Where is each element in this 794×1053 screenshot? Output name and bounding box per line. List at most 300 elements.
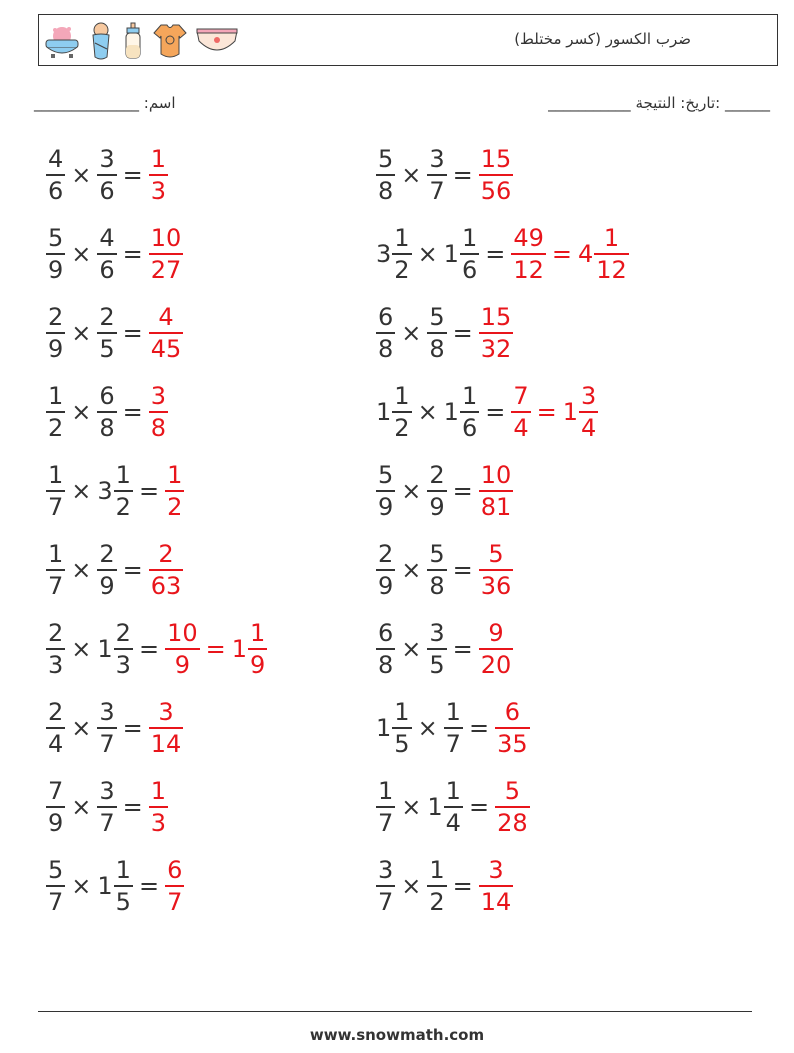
problem-row [46, 851, 184, 921]
times-sign: × [401, 319, 422, 347]
answer [165, 621, 267, 677]
operand-a [376, 226, 412, 282]
numerator: 5 [378, 145, 394, 173]
problem-row [46, 298, 183, 368]
whole-number: 1 [427, 793, 443, 821]
fraction-bar [46, 885, 65, 887]
denominator: 36 [480, 572, 512, 600]
numerator: 3 [99, 777, 115, 805]
denominator: 6 [99, 256, 115, 284]
fraction-bar [165, 648, 200, 650]
equals-sign: = [468, 714, 490, 742]
operand-a [376, 384, 412, 440]
fraction-bar [376, 490, 395, 492]
fraction-bar [427, 174, 446, 176]
answer [149, 226, 184, 282]
operand-a [46, 305, 65, 361]
worksheet-header [38, 14, 778, 66]
numerator: 2 [115, 619, 131, 647]
header-icons [43, 20, 239, 62]
times-sign: × [71, 793, 92, 821]
operand-a [46, 621, 65, 677]
fraction-bar [165, 490, 184, 492]
operand-b [97, 621, 133, 677]
denominator: 7 [48, 888, 64, 916]
fraction-bar [46, 569, 65, 571]
operand-a [376, 858, 395, 914]
denominator: 2 [394, 256, 410, 284]
equals-sign: = [138, 477, 160, 505]
operand-a [46, 542, 65, 598]
answer [479, 858, 514, 914]
fraction [114, 621, 133, 677]
fraction-bar [97, 253, 116, 255]
denominator: 81 [480, 493, 512, 521]
denominator: 12 [596, 256, 627, 284]
numerator: 10 [150, 224, 182, 252]
whole-number: 1 [231, 635, 247, 663]
fraction-bar [149, 174, 168, 176]
fraction-bar [376, 806, 395, 808]
fraction-bar [376, 174, 395, 176]
fraction [579, 384, 598, 440]
problem-row [376, 219, 629, 289]
denominator: 7 [378, 888, 394, 916]
answer-fraction [479, 463, 514, 519]
operand-b [97, 700, 116, 756]
fraction-bar [149, 569, 184, 571]
equals-sign: = [536, 398, 557, 426]
problem-row [376, 298, 513, 368]
denominator: 14 [150, 730, 182, 758]
numerator: 5 [378, 461, 394, 489]
answer [165, 463, 184, 519]
operand-a [46, 226, 65, 282]
fraction-bar [392, 253, 411, 255]
denominator: 9 [48, 809, 64, 837]
answer-fraction [149, 147, 168, 203]
problem-row [46, 772, 168, 842]
times-sign: × [401, 635, 422, 663]
denominator: 20 [480, 651, 512, 679]
operand-b [427, 621, 446, 677]
denominator: 6 [461, 256, 478, 284]
equals-sign: = [122, 398, 143, 426]
times-sign: × [417, 398, 438, 426]
times-sign: × [401, 872, 422, 900]
numerator: 4 [158, 303, 174, 331]
equals-sign: = [122, 714, 143, 742]
operand-a [376, 700, 412, 756]
whole-number: 3 [376, 240, 392, 268]
answer-fraction [165, 858, 184, 914]
equals-sign: = [138, 872, 160, 900]
times-sign: × [417, 714, 438, 742]
numerator: 4 [99, 224, 115, 252]
denominator: 8 [99, 414, 115, 442]
fraction-bar [460, 253, 479, 255]
fraction [444, 779, 463, 835]
fraction-bar [392, 727, 411, 729]
denominator: 7 [48, 572, 64, 600]
answer-fraction [165, 621, 200, 677]
answer [149, 542, 184, 598]
problem-row [376, 456, 513, 526]
operand-b [444, 700, 463, 756]
answer [149, 700, 184, 756]
denominator: 9 [99, 572, 115, 600]
answer-fraction [165, 463, 184, 519]
denominator: 2 [394, 414, 410, 442]
numerator: 6 [99, 382, 115, 410]
problem-row [376, 614, 513, 684]
whole-number: 1 [97, 872, 113, 900]
operand-a [46, 463, 65, 519]
operand-b [97, 858, 133, 914]
operand-b [97, 384, 116, 440]
fraction [114, 463, 133, 519]
fraction-bar [427, 332, 446, 334]
fraction-bar [479, 885, 514, 887]
operand-a [376, 621, 395, 677]
numerator: 10 [167, 619, 198, 647]
numerator: 1 [167, 461, 183, 489]
numerator: 3 [429, 145, 445, 173]
numerator: 6 [378, 303, 394, 331]
denominator: 4 [513, 414, 529, 442]
fraction-bar [479, 174, 514, 176]
times-sign: × [71, 477, 92, 505]
denominator: 6 [48, 177, 64, 205]
name-field[interactable]: اسم: ______________ [34, 94, 176, 112]
numerator: 1 [603, 224, 620, 252]
numerator: 3 [99, 145, 115, 173]
answer [479, 621, 514, 677]
numerator: 2 [378, 540, 394, 568]
numerator: 1 [429, 856, 445, 884]
times-sign: × [71, 240, 92, 268]
operand-a [376, 463, 395, 519]
numerator: 1 [461, 382, 478, 410]
numerator: 2 [158, 540, 174, 568]
fraction-bar [97, 569, 116, 571]
operand-b [444, 384, 480, 440]
denominator: 2 [167, 493, 183, 521]
answer-fraction [479, 858, 514, 914]
fraction-bar [479, 332, 514, 334]
operand-a [376, 779, 395, 835]
fraction-bar [495, 727, 530, 729]
numerator: 7 [48, 777, 64, 805]
equals-sign: = [468, 793, 490, 821]
fraction-bar [149, 253, 184, 255]
denominator: 14 [480, 888, 512, 916]
fraction-bar [444, 727, 463, 729]
operand-b [427, 858, 446, 914]
operand-b [97, 542, 116, 598]
fraction-bar [149, 806, 168, 808]
numerator: 6 [167, 856, 183, 884]
problem-row [46, 535, 183, 605]
fraction-bar [46, 490, 65, 492]
answer-fraction [479, 621, 514, 677]
whole-number: 1 [376, 398, 392, 426]
fraction-bar [97, 332, 116, 334]
fraction-bar [511, 253, 546, 255]
operand-a [376, 305, 395, 361]
diaper-icon [195, 25, 239, 57]
fraction-bar [46, 411, 65, 413]
operand-a [376, 542, 395, 598]
problem-row [376, 377, 598, 447]
fraction-bar [165, 885, 184, 887]
fraction-bar [114, 490, 133, 492]
numerator: 1 [250, 619, 266, 647]
problem-row [46, 693, 183, 763]
date-score-line [548, 94, 770, 112]
denominator: 56 [480, 177, 512, 205]
fraction-bar [376, 885, 395, 887]
denominator: 9 [174, 651, 190, 679]
fraction-bar [392, 411, 411, 413]
fraction-bar [114, 885, 133, 887]
denominator: 8 [378, 177, 394, 205]
operand-b [427, 305, 446, 361]
fraction-bar [149, 332, 184, 334]
numerator: 10 [480, 461, 512, 489]
whole-number: 1 [443, 240, 459, 268]
numerator: 15 [480, 145, 512, 173]
numerator: 1 [394, 382, 410, 410]
answer-fraction [495, 779, 530, 835]
denominator: 4 [445, 809, 461, 837]
denominator: 7 [167, 888, 183, 916]
fraction-bar [495, 806, 530, 808]
times-sign: × [71, 635, 92, 663]
fraction-bar [248, 648, 267, 650]
numerator: 1 [150, 777, 167, 805]
denominator: 9 [250, 651, 266, 679]
numerator: 3 [488, 856, 504, 884]
answer-fraction [149, 542, 184, 598]
numerator: 3 [429, 619, 445, 647]
denominator: 9 [48, 335, 64, 363]
operand-a [46, 384, 65, 440]
operand-a [46, 700, 65, 756]
equals-sign: = [122, 319, 143, 347]
fraction-bar [594, 253, 629, 255]
answer [511, 384, 598, 440]
denominator: 45 [150, 335, 182, 363]
equals-sign: = [452, 556, 473, 584]
whole-number: 4 [578, 240, 594, 268]
times-sign: × [71, 161, 92, 189]
denominator: 7 [99, 809, 115, 837]
problem-row [46, 377, 168, 447]
problem-row [46, 614, 267, 684]
numerator: 1 [48, 461, 64, 489]
fraction-bar [376, 648, 395, 650]
denominator: 2 [115, 493, 131, 521]
denominator: 9 [378, 572, 394, 600]
times-sign: × [71, 556, 92, 584]
numerator: 1 [445, 698, 461, 726]
fraction [392, 700, 411, 756]
operand-a [376, 147, 395, 203]
denominator: 32 [480, 335, 512, 363]
operand-b [444, 226, 480, 282]
answer-fraction [149, 700, 184, 756]
fraction-bar [46, 174, 65, 176]
denominator: 5 [429, 651, 445, 679]
equals-sign: = [452, 161, 473, 189]
equals-sign: = [452, 319, 473, 347]
answer [149, 779, 168, 835]
denominator: 4 [581, 414, 597, 442]
answer-fraction [479, 147, 514, 203]
numerator: 1 [48, 382, 64, 410]
operand-a [46, 858, 65, 914]
equals-sign: = [485, 240, 506, 268]
score-field[interactable]: النتيجة ___________ [548, 94, 676, 112]
fraction-bar [427, 648, 446, 650]
denominator: 9 [429, 493, 445, 521]
fraction-bar [97, 806, 116, 808]
footer-url[interactable]: www.snowmath.com [309, 1026, 485, 1044]
footer-divider [38, 1011, 752, 1012]
operand-b [427, 779, 463, 835]
numerator: 5 [48, 224, 64, 252]
numerator: 6 [504, 698, 520, 726]
answer [479, 463, 514, 519]
denominator: 6 [99, 177, 115, 205]
numerator: 1 [461, 224, 478, 252]
fraction [248, 621, 267, 677]
operand-a [46, 779, 65, 835]
fraction-bar [97, 174, 116, 176]
numerator: 15 [480, 303, 512, 331]
answer [511, 226, 628, 282]
date-field[interactable]: ______ :تاريخ: [680, 94, 770, 112]
fraction-bar [479, 569, 514, 571]
numerator: 1 [48, 540, 64, 568]
operand-b [97, 779, 116, 835]
denominator: 3 [150, 809, 167, 837]
problem-row [46, 140, 168, 210]
answer-fraction [149, 779, 168, 835]
operand-b [97, 305, 116, 361]
answer [495, 779, 530, 835]
denominator: 3 [115, 651, 131, 679]
operand-a [46, 147, 65, 203]
operand-b [97, 147, 116, 203]
denominator: 7 [99, 730, 115, 758]
baby-onesie-icon [153, 22, 187, 60]
fraction-bar [376, 569, 395, 571]
fraction-bar [149, 411, 168, 413]
numerator: 2 [48, 303, 64, 331]
problem-row [376, 140, 513, 210]
numerator: 3 [150, 382, 167, 410]
answer-fraction [479, 542, 514, 598]
denominator: 7 [445, 730, 461, 758]
fraction-bar [579, 411, 598, 413]
problem-row [376, 693, 530, 763]
operand-b [97, 226, 116, 282]
fraction [460, 226, 479, 282]
fraction-bar [479, 490, 514, 492]
fraction-bar [427, 569, 446, 571]
answer-fraction [149, 226, 184, 282]
problem-row [376, 851, 513, 921]
numerator: 2 [99, 303, 115, 331]
worksheet-title: ضرب الكسور (كسر مختلط) [514, 30, 691, 48]
denominator: 8 [429, 572, 445, 600]
fraction [392, 384, 411, 440]
fraction-bar [427, 885, 446, 887]
answer [149, 384, 168, 440]
times-sign: × [401, 556, 422, 584]
equals-sign: = [205, 635, 226, 663]
numerator: 5 [48, 856, 64, 884]
whole-number: 3 [97, 477, 113, 505]
numerator: 1 [150, 145, 167, 173]
answer-fraction [495, 700, 530, 756]
fraction [460, 384, 479, 440]
numerator: 5 [429, 303, 445, 331]
numerator: 5 [429, 540, 445, 568]
fraction-bar [46, 727, 65, 729]
denominator: 63 [150, 572, 182, 600]
denominator: 7 [48, 493, 64, 521]
denominator: 2 [429, 888, 445, 916]
equals-sign: = [452, 635, 473, 663]
fraction [392, 226, 411, 282]
problem-row [376, 772, 530, 842]
fraction-bar [444, 806, 463, 808]
fraction-bar [46, 253, 65, 255]
numerator: 1 [115, 856, 131, 884]
answer [479, 542, 514, 598]
problem-row [376, 535, 513, 605]
denominator: 6 [461, 414, 478, 442]
fraction [114, 858, 133, 914]
denominator: 27 [150, 256, 182, 284]
numerator: 3 [99, 698, 115, 726]
fraction-bar [46, 806, 65, 808]
times-sign: × [71, 398, 92, 426]
numerator: 5 [488, 540, 504, 568]
numerator: 7 [513, 382, 529, 410]
answer [479, 305, 514, 361]
denominator: 9 [378, 493, 394, 521]
answer [149, 305, 184, 361]
answer-mixed [578, 226, 629, 282]
swaddled-baby-icon [89, 21, 113, 61]
numerator: 1 [445, 777, 461, 805]
denominator: 5 [394, 730, 410, 758]
numerator: 1 [115, 461, 131, 489]
numerator: 3 [378, 856, 394, 884]
whole-number: 1 [443, 398, 459, 426]
operand-b [427, 463, 446, 519]
denominator: 8 [429, 335, 445, 363]
denominator: 7 [378, 809, 394, 837]
denominator: 8 [378, 335, 394, 363]
denominator: 5 [115, 888, 131, 916]
numerator: 2 [48, 698, 64, 726]
numerator: 1 [394, 224, 410, 252]
